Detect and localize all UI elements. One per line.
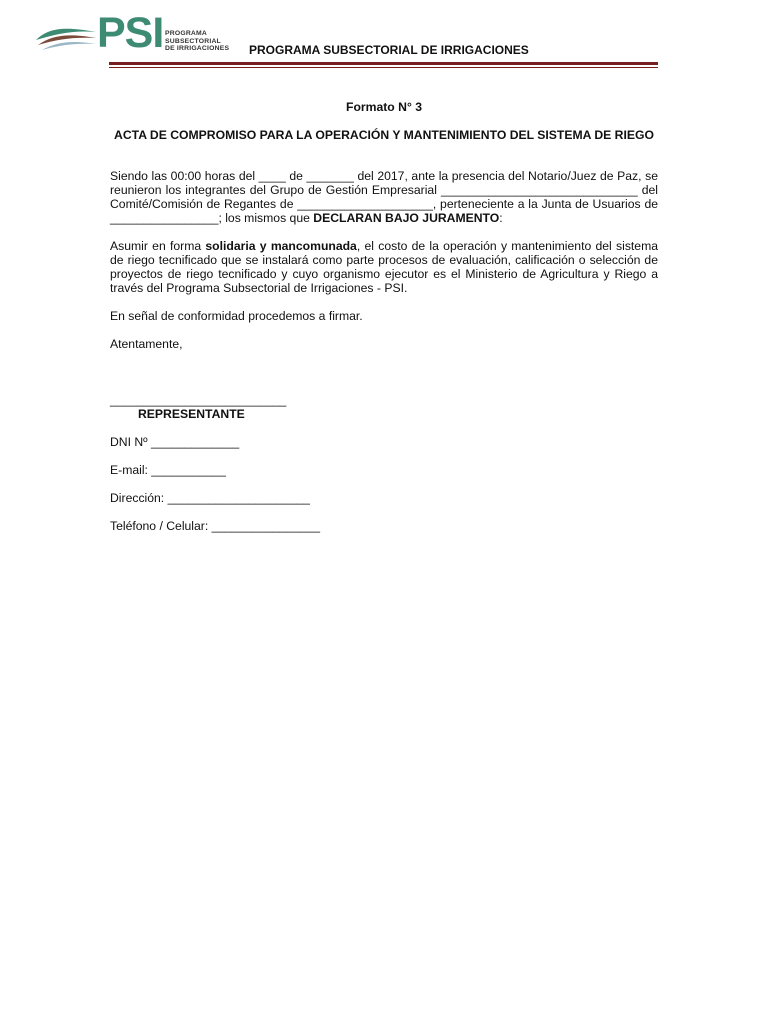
- phone-field: Teléfono / Celular: ________________: [110, 519, 321, 533]
- psi-waves-logo-icon: [34, 18, 98, 54]
- logo-subtitle-line: PROGRAMA: [165, 30, 208, 37]
- paragraph-text: Siendo las 00:00 horas del ____ de _______ del 2017, ante la presencia del Notario/Juez de Paz, se reunieron los integrantes del Grupo de Gestión Empresarial _____________________________ del Comité/Comisión de Regantes de ____________________, perteneciente a la Junta de Usuarios de ________________; los mismos que: [110, 169, 658, 225]
- format-label: Formato N° 3: [346, 100, 422, 114]
- paragraph-text: Asumir en forma: [110, 239, 206, 253]
- logo-psi-text: PSI: [97, 9, 164, 57]
- logo-subtitle-line: DE IRRIGACIONES: [165, 45, 230, 53]
- dni-field: DNI Nº _____________: [110, 435, 240, 449]
- email-field: E-mail: ___________: [110, 463, 226, 477]
- paragraph-bold-text: DECLARAN BAJO JURAMENTO: [313, 211, 500, 225]
- page-header: [0, 0, 768, 72]
- representative-label: REPRESENTANTE: [138, 407, 245, 421]
- document-title: ACTA DE COMPROMISO PARA LA OPERACIÓN Y MANTENIMIENTO DEL SISTEMA DE RIEGO: [114, 128, 654, 142]
- paragraph-bold-text: solidaria y mancomunada: [205, 239, 357, 253]
- paragraph-conformity: En señal de conformidad procedemos a firmar.: [110, 309, 363, 323]
- paragraph-intro: [110, 169, 658, 225]
- header-title: PROGRAMA SUBSECTORIAL DE IRRIGACIONES: [249, 43, 529, 57]
- signature-line: __________________________: [110, 393, 287, 407]
- paragraph-commitment: [110, 239, 658, 295]
- paragraph-text: , el costo de la operación y mantenimiento del sistema de riego tecnificado que se instalará como parte procesos de evaluación, calificación o selección de proyectos de riego tecnificado y cuyo organismo ejecutor es el Ministerio de Agricultura y Riego a través del Programa Subsectorial de Irrigaciones - PSI.: [110, 239, 659, 295]
- header-rule-thin: [109, 67, 658, 68]
- logo-subtitle: [165, 30, 229, 53]
- document-body: [110, 100, 658, 533]
- paragraph-text: :: [499, 211, 503, 225]
- logo-subtitle-line: SUBSECTORIAL: [165, 37, 221, 45]
- header-rule-thick: [109, 62, 658, 65]
- closing-text: Atentamente,: [110, 337, 183, 351]
- address-field: Dirección: _____________________: [110, 491, 310, 505]
